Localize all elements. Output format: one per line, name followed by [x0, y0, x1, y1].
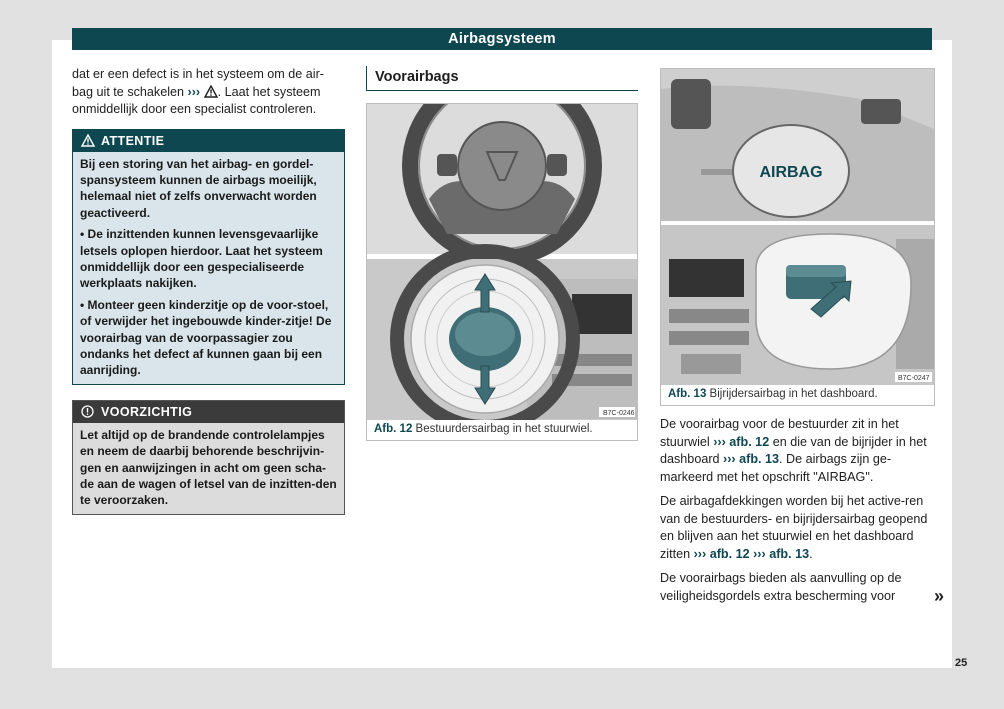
caution-title: VOORZICHTIG	[101, 404, 193, 419]
passenger-airbag-illustration	[661, 69, 934, 385]
figure-label: Afb. 12	[374, 423, 413, 435]
figure-13-caption	[661, 385, 934, 405]
exclamation-circle-icon	[81, 405, 94, 418]
reference-arrow: ›››	[753, 546, 766, 561]
text-run: . De airbags zijn ge-markeerd met het opschrift "AIRBAG".	[660, 452, 892, 484]
attention-paragraph: • Monteer geen kinderzitje op de voor-stoel, of verwijder het ingebouwde kinder-zitje! De voorairbag van de voorpassagier zou ondanks het defect af kunnen gaan bij een aanrijding.	[80, 297, 332, 378]
caution-body	[73, 423, 344, 514]
attention-paragraph: Bij een storing van het airbag- en gordel-spansysteem kunnen de airbags moeilijk, helemaal niet of zelfs onverwacht worden geactiveerd.	[80, 156, 317, 220]
text-run: .	[809, 546, 813, 561]
caution-box	[72, 400, 345, 515]
reference-arrow: ›››	[713, 434, 726, 449]
attention-header	[73, 130, 344, 152]
text-run: De voorairbag voor de bestuurder zit in het stuurwiel	[660, 417, 899, 449]
text-run: en die van de bijrijder in het dashboard	[660, 434, 927, 466]
intro-text	[72, 66, 345, 119]
text-run: De airbagafdekkingen worden bij het active-ren van de bestuurders- en bijrijdersairbag geopend en blijven aan het stuurwiel en het dashboard zitten	[660, 494, 928, 561]
figure-label: Afb. 13	[668, 388, 707, 400]
page-number: 25	[955, 657, 968, 669]
intro-line-2b: . Laat het systeem	[217, 84, 321, 99]
reference-arrow: ›››	[187, 84, 201, 99]
figure-reference-link[interactable]: afb. 13	[769, 546, 810, 561]
right-column	[660, 68, 935, 612]
attention-paragraph: • De inzittenden kunnen levensgevaarlijke letsels oplopen hierdoor. Laat het systeem onmiddellijk door een gespecialiseerde werkplaats nakijken.	[80, 227, 323, 291]
airbag-label: AIRBAG	[759, 164, 823, 181]
attention-box	[72, 129, 345, 385]
figure-12-caption	[367, 420, 637, 440]
left-column	[72, 66, 345, 515]
driver-airbag-illustration	[367, 104, 637, 420]
figure-reference-link[interactable]: afb. 12	[729, 434, 770, 449]
intro-line-1: dat er een defect is in het systeem om de air-	[72, 67, 324, 81]
caution-header	[73, 401, 344, 423]
page-title: Airbagsysteem	[72, 28, 932, 50]
attention-title: ATTENTIE	[101, 133, 165, 148]
body-paragraph-1	[660, 416, 935, 486]
caution-paragraph: Let altijd op de brandende controlelampjes en neem de daarbij behorende beschrijvin-gen en aanwijzingen in acht om geen scha-de aan de wagen of letsel van de inzitten-den te veroorzaken.	[80, 427, 337, 508]
figure-reference-link[interactable]: afb. 12	[709, 546, 750, 561]
body-paragraph-2	[660, 493, 935, 563]
section-title: Voorairbags	[366, 66, 638, 91]
attention-body	[73, 152, 344, 384]
figure-reference-link[interactable]: afb. 13	[739, 452, 780, 466]
middle-column	[366, 66, 638, 441]
figure-caption-text: Bijrijdersairbag in het dashboard.	[709, 388, 878, 400]
figure-code: B7C-0246	[603, 410, 635, 417]
warning-triangle-icon	[81, 134, 95, 147]
intro-line-2: bag uit te schakelen	[72, 84, 185, 99]
figure-code: B7C-0247	[898, 375, 930, 382]
continue-marker: »	[934, 586, 945, 606]
figure-12	[366, 103, 638, 441]
reference-arrow: ›››	[723, 452, 736, 466]
intro-line-3: onmiddellijk door een specialist controleren.	[72, 102, 317, 116]
reference-arrow: ›››	[693, 546, 707, 561]
figure-13	[660, 68, 935, 406]
figure-caption-text: Bestuurdersairbag in het stuurwiel.	[415, 423, 593, 435]
warning-triangle-icon	[204, 85, 218, 98]
body-paragraph-3: De voorairbags bieden als aanvulling op de veiligheidsgordels extra bescherming voor	[660, 571, 902, 603]
